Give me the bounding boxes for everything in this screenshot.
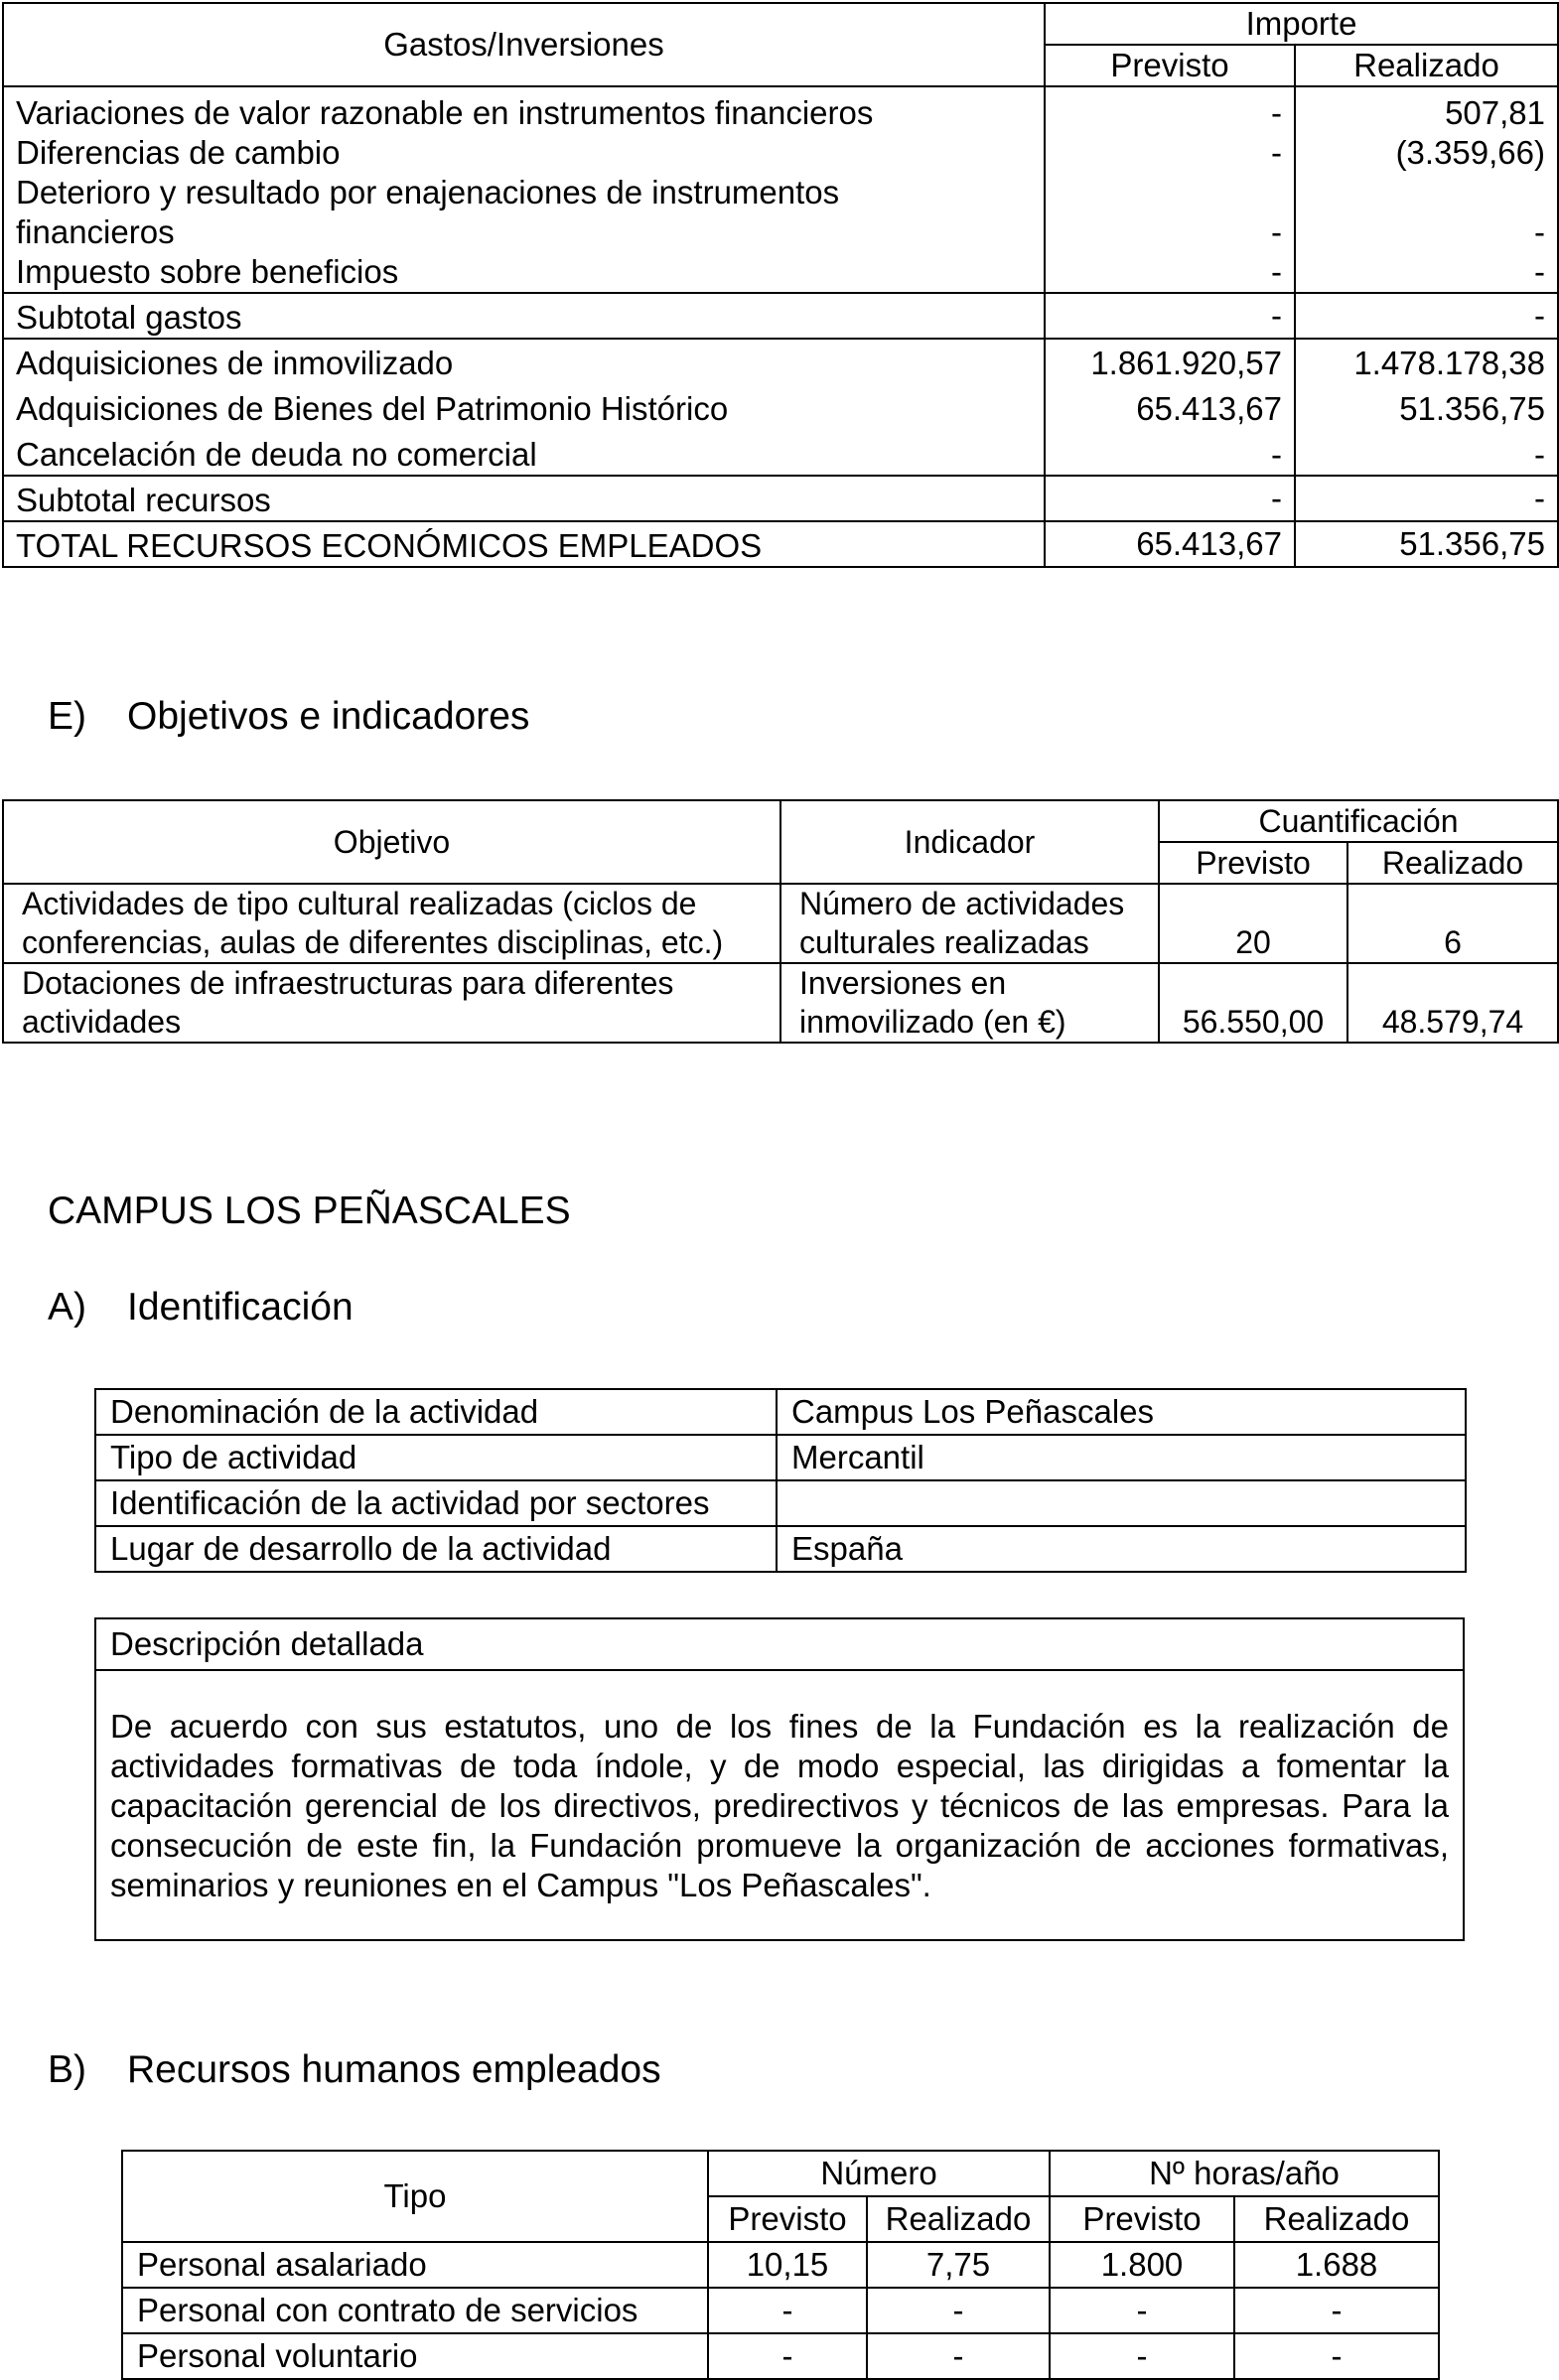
previsto-cell: 56.550,00 xyxy=(1159,963,1347,1043)
value: - xyxy=(1271,253,1282,290)
header-previsto: Previsto xyxy=(1045,45,1295,86)
total-realizado: 51.356,75 xyxy=(1295,521,1558,567)
campus-title: CAMPUS LOS PEÑASCALES xyxy=(48,1190,571,1232)
table-cell-realizado xyxy=(1295,339,1558,476)
section-letter: A) xyxy=(48,1286,86,1329)
table-row xyxy=(122,2288,1439,2333)
human-resources-table xyxy=(121,2150,1440,2380)
header-importe: Importe xyxy=(1045,3,1558,45)
header-previsto: Previsto xyxy=(1159,842,1347,884)
indicador-cell: Número de actividades culturales realizadas xyxy=(780,884,1159,963)
header-previsto: Previsto xyxy=(1050,2196,1234,2242)
objetivo-cell: Dotaciones de infraestructuras para diferentes actividades xyxy=(3,963,780,1043)
subtotal-recursos-realizado: - xyxy=(1295,476,1558,521)
field-label: Denominación de la actividad xyxy=(95,1389,777,1435)
realizado-cell: 48.579,74 xyxy=(1347,963,1558,1043)
value: - xyxy=(1534,213,1545,250)
row-label: Deterioro y resultado por enajenaciones de instrumentos financieros xyxy=(16,174,840,250)
horas-previsto-cell: - xyxy=(1050,2288,1234,2333)
field-value: Mercantil xyxy=(777,1435,1466,1480)
indicador-cell: Inversiones en inmovilizado (en €) xyxy=(780,963,1159,1043)
previsto-cell: 20 xyxy=(1159,884,1347,963)
value: 507,81 xyxy=(1445,94,1545,131)
objectives-table xyxy=(2,799,1559,1044)
header-realizado: Realizado xyxy=(867,2196,1050,2242)
value: - xyxy=(1271,94,1282,131)
field-value: Campus Los Peñascales xyxy=(777,1389,1466,1435)
row-label: Cancelación de deuda no comercial xyxy=(16,436,537,473)
total-label: TOTAL RECURSOS ECONÓMICOS EMPLEADOS xyxy=(3,521,1045,567)
num-realizado-cell: 7,75 xyxy=(867,2242,1050,2288)
header-realizado: Realizado xyxy=(1295,45,1558,86)
row-label: Impuesto sobre beneficios xyxy=(16,253,399,290)
num-previsto-cell: 10,15 xyxy=(708,2242,867,2288)
table-row xyxy=(122,2242,1439,2288)
value: 1.478.178,38 xyxy=(1353,345,1545,381)
value: - xyxy=(1271,134,1282,171)
row-label: Variaciones de valor razonable en instrumentos financieros xyxy=(16,94,874,131)
table-cell-label xyxy=(3,86,1045,293)
header-tipo: Tipo xyxy=(122,2151,708,2242)
table-cell-previsto xyxy=(1045,86,1295,293)
section-heading-objetivos xyxy=(48,695,529,739)
table-row xyxy=(3,884,1558,963)
table-cell-realizado xyxy=(1295,86,1558,293)
header-previsto: Previsto xyxy=(708,2196,867,2242)
table-row xyxy=(122,2333,1439,2379)
description-head: Descripción detallada xyxy=(96,1619,1463,1671)
identification-table xyxy=(94,1388,1467,1573)
subtotal-recursos-label: Subtotal recursos xyxy=(3,476,1045,521)
value: 65.413,67 xyxy=(1136,390,1282,427)
subtotal-gastos-label: Subtotal gastos xyxy=(3,293,1045,339)
section-letter: E) xyxy=(48,695,86,738)
table-cell-previsto xyxy=(1045,339,1295,476)
table-row xyxy=(95,1480,1466,1526)
value: - xyxy=(1534,436,1545,473)
total-previsto: 65.413,67 xyxy=(1045,521,1295,567)
subtotal-gastos-previsto: - xyxy=(1045,293,1295,339)
horas-realizado-cell: - xyxy=(1234,2333,1439,2379)
section-heading-recursos-humanos xyxy=(48,2048,661,2092)
header-gastos-inversiones: Gastos/Inversiones xyxy=(3,3,1045,86)
expenses-investments-table xyxy=(2,2,1559,568)
tipo-cell: Personal voluntario xyxy=(122,2333,708,2379)
section-title: Recursos humanos empleados xyxy=(127,2048,661,2091)
header-realizado: Realizado xyxy=(1347,842,1558,884)
header-cuantificacion: Cuantificación xyxy=(1159,800,1558,842)
num-realizado-cell: - xyxy=(867,2288,1050,2333)
section-title: Identificación xyxy=(127,1286,354,1329)
horas-previsto-cell: - xyxy=(1050,2333,1234,2379)
field-value: España xyxy=(777,1526,1466,1572)
header-numero: Número xyxy=(708,2151,1050,2196)
horas-realizado-cell: 1.688 xyxy=(1234,2242,1439,2288)
num-previsto-cell: - xyxy=(708,2288,867,2333)
objetivo-cell: Actividades de tipo cultural realizadas (ciclos de conferencias, aulas de diferentes disciplinas, etc.) xyxy=(3,884,780,963)
subtotal-recursos-previsto: - xyxy=(1045,476,1295,521)
field-label: Lugar de desarrollo de la actividad xyxy=(95,1526,777,1572)
field-value xyxy=(777,1480,1466,1526)
header-realizado: Realizado xyxy=(1234,2196,1439,2242)
value: - xyxy=(1271,436,1282,473)
field-label: Identificación de la actividad por sectores xyxy=(95,1480,777,1526)
value: - xyxy=(1534,253,1545,290)
header-indicador: Indicador xyxy=(780,800,1159,884)
subtotal-gastos-realizado: - xyxy=(1295,293,1558,339)
horas-previsto-cell: 1.800 xyxy=(1050,2242,1234,2288)
header-horas: Nº horas/año xyxy=(1050,2151,1439,2196)
horas-realizado-cell: - xyxy=(1234,2288,1439,2333)
table-row xyxy=(95,1435,1466,1480)
value: (3.359,66) xyxy=(1395,134,1545,171)
section-letter: B) xyxy=(48,2048,86,2091)
table-row xyxy=(3,963,1558,1043)
description-box xyxy=(94,1617,1465,1941)
table-row xyxy=(95,1526,1466,1572)
section-heading-identificacion xyxy=(48,1286,354,1330)
value: 51.356,75 xyxy=(1399,390,1545,427)
description-text: De acuerdo con sus estatutos, uno de los fines de la Fundación es la realización de actividades formativas de toda índole, y de modo especial, las dirigidas a fomentar la capacitación gerencial de los directivos, predirectivos y técnicos de las empresas. Para la consecución de este fin, la Fundación promueve la organización de acciones formativas, seminarios y reuniones en el Campus "Los Peñascales". xyxy=(110,1708,1449,1903)
table-cell-label xyxy=(3,339,1045,476)
num-realizado-cell: - xyxy=(867,2333,1050,2379)
value: 1.861.920,57 xyxy=(1090,345,1282,381)
row-label: Diferencias de cambio xyxy=(16,134,341,171)
table-row xyxy=(95,1389,1466,1435)
realizado-cell: 6 xyxy=(1347,884,1558,963)
tipo-cell: Personal asalariado xyxy=(122,2242,708,2288)
field-label: Tipo de actividad xyxy=(95,1435,777,1480)
tipo-cell: Personal con contrato de servicios xyxy=(122,2288,708,2333)
header-objetivo: Objetivo xyxy=(3,800,780,884)
section-title: Objetivos e indicadores xyxy=(127,695,530,738)
row-label: Adquisiciones de inmovilizado xyxy=(16,345,454,381)
num-previsto-cell: - xyxy=(708,2333,867,2379)
row-label: Adquisiciones de Bienes del Patrimonio Histórico xyxy=(16,390,729,427)
value: - xyxy=(1271,213,1282,250)
